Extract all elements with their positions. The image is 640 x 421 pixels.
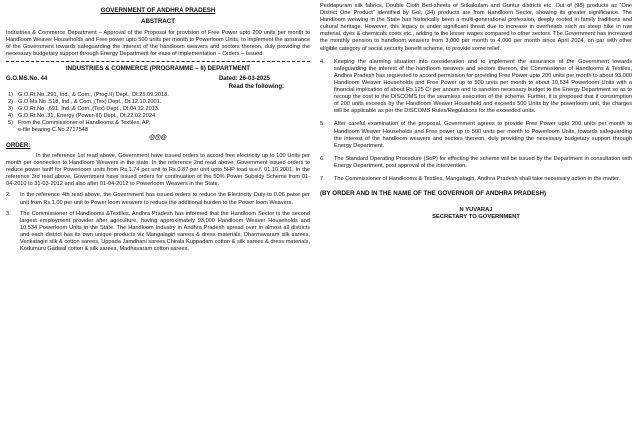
paragraph-text: The Commissioner of Handlooms & Textiles, Mangalagiri, Andhra Pradesh shall take necessary action in the matter. [334, 175, 621, 182]
paragraph-number: 5. [320, 121, 325, 128]
go-number: G.O.MS.No. 44 [6, 76, 48, 83]
paragraph-number: 7. [320, 175, 325, 182]
paragraph-text: The Standard Operating Procedure (SoP) for effecting the scheme will be issued by the Department in consultation with Energy Department, post approval of the intervention. [334, 155, 632, 169]
reference-item: 3) G.O.Rt.No. ,691, Ind.,& Com.,(Tex) Dept., Dt.04.12.2013. [8, 105, 160, 112]
signatory-name: N YUVARAJ [459, 207, 493, 214]
divider [6, 61, 310, 62]
paragraph-number: 3. [6, 210, 11, 217]
reference-item: e-file bearing C.No.2717548 [18, 126, 88, 133]
paragraph-2 [6, 192, 310, 206]
reference-item: 1) G.O.Rt.No..291, Ind., & Com., (Prog.II) Dept., Dt.25.09.2018. [8, 91, 169, 98]
reference-item: 4) G.O.Rt.No..31, Energy (Power-III) Dept., Dt.22.02.2024. [8, 112, 157, 119]
go-dated: Dated: 26-03-2025 [218, 76, 270, 83]
paragraph-6 [320, 156, 632, 170]
reference-item: 2) G.O.Ms.No .518, Ind., & Com.,(Tex) Dept., Dt.12.10.2001. [8, 98, 162, 105]
order-heading: ORDER: [6, 141, 31, 149]
separator: @@@ [149, 134, 167, 141]
paragraph-3 [6, 211, 310, 254]
paragraph-7 [320, 176, 632, 183]
paragraph-text: The Commissioner of Handlooms &Textiles, Andhra Pradesh has informed that the Handloom Sector is the second largest employment provider after agriculture, having approximately 93,000 Handloom Weaver Households and 10,534 Powerloom Units in the State. The Handloom Industry in Andhra Pradesh spread over in almost all districts and each district has its own unique products viz Mangalagiri sarees & dress materials, Dharmavaram silk sarees, Venkatagiri silk & cotton sarees, Uppada Jamdhani sarees,Chirala Kuppadam cotton & silk sarees & dress materials, Kodumuru Gadwal cotton & silk sarees, Madhavaram cotton sarees, [20, 210, 310, 253]
paragraph-number: 4. [320, 58, 325, 65]
paragraph-number: 2. [6, 192, 11, 199]
signatory-title: SECRETARY TO GOVERNMENT [432, 214, 520, 221]
left-column [6, 0, 310, 421]
reference-list [8, 92, 310, 134]
order-by-governor: (BY ORDER AND IN THE NAME OF THE GOVERNOR OF ANDHRA PRADESH) [320, 190, 547, 198]
paragraph-4 [320, 59, 632, 116]
paragraph-5 [320, 121, 632, 149]
government-title: GOVERNMENT OF ANDHRA PRADESH [100, 7, 216, 14]
paragraph-3-continued: Peddapuram silk fabrics, Double Cloth Bed-sheets of Srikakulam and Guntur districts etc. Out of (98) products as “One District One Product” identified by GoI, (34) products are from Handloom Sector, showing its greater significance. The Handloom weaving in the State has historically been a multi-generational profession, deeply rooted in family traditions and cultural heritage. However, this legacy is under significant threat due to increase in overheads such as steep hike in raw material, dyes & chemicals costs etc., adding to the lesser wages compared to other sectors. The Government has increased the monthly pension to handloom weavers from 3,000 per month to 4,000 per month since April 2024, on par with other eligible category of social security benefit scheme, to provide some relief. [320, 3, 632, 52]
paragraph-text: Keeping the alarming situation into consideration and to implement the assurance of the Government towards safeguarding the interest of the handloom weavers and sectors thereon, the Commissioner of Handlooms & Textiles, Andhra Pradesh has requested to accord permission for providing Free Power upto 200 units per month to about 93,000 Handloom Weaver Households and Free Power up to 500 units per month to about 10,534 Powerloom Units with a financial implication of about Rs.125 Cr per annum and to sanction necessary budget to the Energy Department so as to recoup the cost to the DISCOMS for the seamless execution of the scheme. Further, it is proposed that if consumption of 200 units exceeds by the Handloom Weaver Household and exceeds 500 Units by the powerloom unit, the charges will be applicable as per the DISCOMS Rules/Regulations for the exceeded units. [334, 58, 632, 115]
paragraph-text: After careful examination of the proposal, Government agrees to provide Free Power upto 200 units per month to Handloom Weaver Households and Free power up to 500 units per month to Powerloom Units, towards safeguarding the interest of the handloom weavers and sectors thereon, duly providing the necessary budgetary support through Energy Department. [334, 121, 632, 149]
paragraph-1: In the reference 1st read above, Government have issued orders to accord free electricity up to 100 Units per month per connection to Handloom Weavers in the state. In the reference 2nd read above, Government issued orders to reduce power tariff for Powerloom units from Rs.1.74 per unit to Rs.0.87 per unit upto 5HP load w.e.f. 01.10.2001. In the reference 3rd read above, Government have issued orders for continuation of the 50% Power Subsidy Scheme from 01-04-2010 to 31-03-2012 and also after 01-04-2012 to Powerloom Weavers in the State. [6, 152, 310, 188]
right-column [320, 0, 632, 421]
abstract-title: ABSTRACT [140, 18, 176, 25]
department-title: INDUSTRIES & COMMERCE (PROGRAMME – II) DEPARTMENT [65, 65, 251, 73]
paragraph-number: 6. [320, 155, 325, 162]
paragraph-text: In the reference 4th read above, the Government has issued orders to reduce the Electricity Duty to 0.06 paise per unit from Rs.1.00 per unit to Power loom weavers to reduce the additional burden to the Power loom Weavers. [20, 192, 310, 206]
reference-item: 5) From the Commissioner of Handlooms & Textiles, AP, [8, 119, 151, 126]
read-following: Read the following: [228, 83, 284, 90]
abstract-text: Industries & Commerce Department – Approval of the Proposal for provision of Free Power upto 200 units per month to Handloom Weaver Households and Free power upto 500 units per month to Powerloom Units, to implement the assurance of the Government towards safeguarding the interest of the handloom weavers and sectors thereon, duly providing the necessary budgetary support through Energy Department for ease of implementation – Orders – Issued. [6, 30, 310, 58]
go-number-line [6, 76, 310, 83]
